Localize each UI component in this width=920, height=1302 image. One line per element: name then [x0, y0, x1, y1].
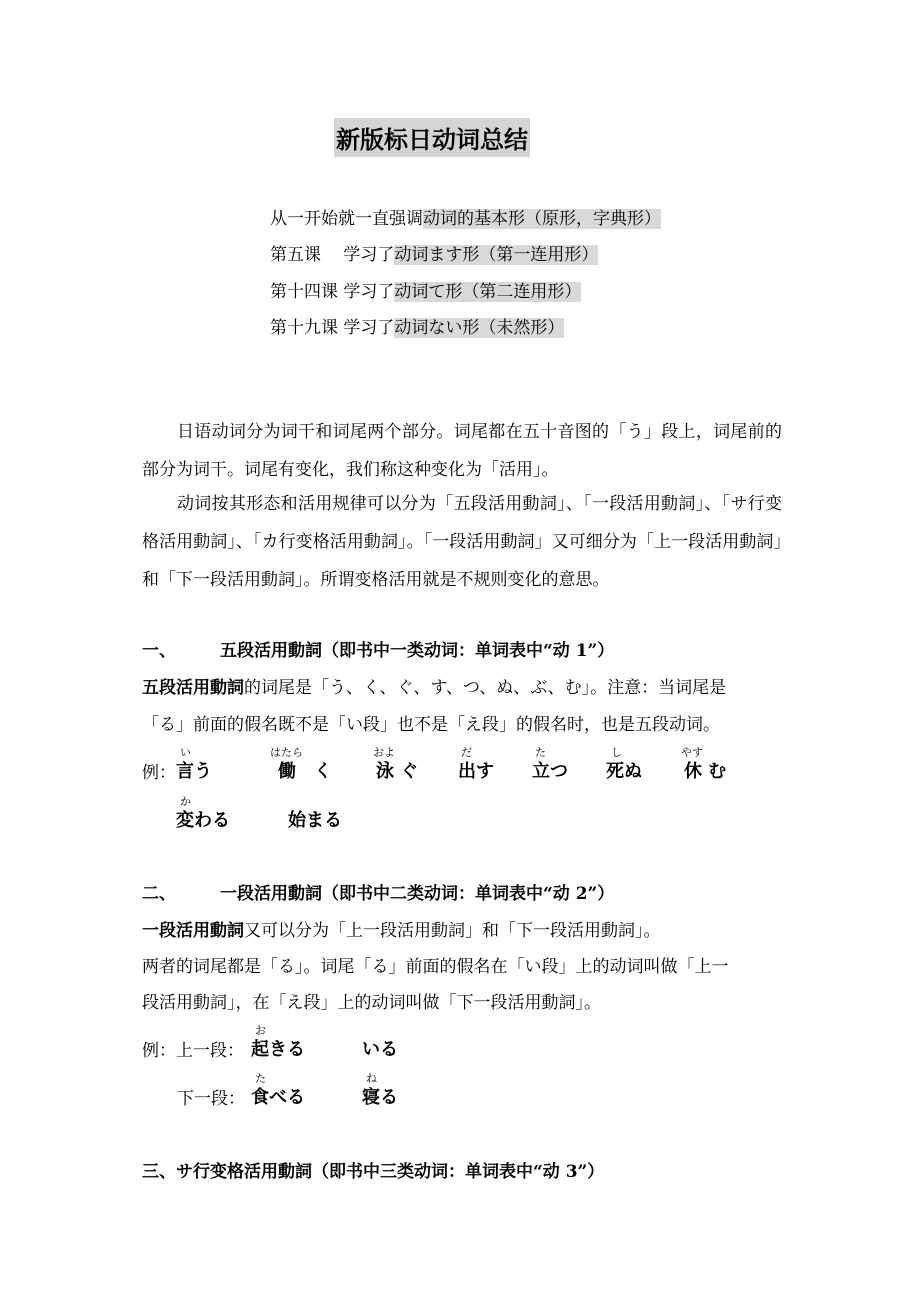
section-1-number: 一、 — [142, 641, 176, 661]
intro-line-1-highlight: 动词的基本形（原形，字典形） — [423, 209, 661, 229]
lower-example-1-ruby: た — [255, 1072, 266, 1085]
example-6-ruby: し — [611, 746, 622, 759]
example-6-word: 死ぬ — [606, 761, 642, 782]
intro-line-2-highlight: 动词ます形（第一连用形） — [394, 245, 599, 265]
section-3-name: サ行变格活用動詞 — [176, 1162, 312, 1182]
section-1-note: （即书中一类动词：单词表中“动 1”） — [322, 641, 615, 661]
section-2-number: 二、 — [142, 884, 176, 904]
section-2-name: 一段活用動詞 — [220, 884, 322, 904]
example-4-ruby: だ — [461, 746, 472, 759]
intro-line-1-prefix: 从一开始就一直强调 — [270, 209, 423, 229]
paragraph-verb-categories: 动词按其形态和活用规律可以分为「五段活用動詞」、「一段活用動詞」、「サ行变格活用動詞」、「カ行变格活用動詞」。「一段活用動詞」又可细分为「上一段活用動詞」和「下一段活用動詞」。所谓变格活用就是不规则变化的意思。 — [142, 494, 782, 590]
page-title: 新版标日动词总结 — [334, 118, 530, 157]
upper-example-1-ruby: お — [255, 1024, 266, 1037]
section-1-term: 五段活用動詞 — [142, 678, 244, 698]
example-4-word: 出す — [458, 761, 494, 782]
section-2-example-label: 例：上一段： — [142, 1041, 244, 1061]
section-2-note: （即书中二类动词：单词表中“动 2”） — [322, 884, 615, 904]
section-2-line-3: 段活用動詞」，在「え段」上的动词叫做「下一段活用動詞」。 — [142, 993, 601, 1013]
upper-example-2-word: いる — [362, 1039, 398, 1060]
section-1-heading — [142, 636, 614, 661]
lower-example-2-word: 寝る — [362, 1087, 398, 1108]
intro-line-4 — [270, 313, 564, 338]
lower-example-2-ruby: ね — [366, 1072, 377, 1085]
section-1-line-1 — [142, 673, 726, 698]
section-2-line-2: 两者的词尾都是「る」。词尾「る」前面的假名在「い段」上的动词叫做「上一 — [142, 957, 729, 977]
intro-line-2-prefix: 第五课 学习了 — [270, 245, 395, 265]
section-1-line-2: 「る」前面的假名既不是「い段」也不是「え段」的假名时，也是五段动词。 — [142, 715, 720, 735]
section-3-note: （即书中三类动词：单词表中“动 3”） — [312, 1162, 605, 1182]
intro-line-4-prefix: 第十九课 学习了 — [270, 318, 395, 338]
section-2-heading — [142, 879, 614, 904]
example-2-ruby: はたら — [270, 746, 303, 759]
intro-line-1 — [270, 204, 661, 229]
section-2-term: 一段活用動詞 — [142, 921, 244, 941]
section-3-heading — [142, 1157, 604, 1182]
intro-line-2 — [270, 240, 598, 265]
example-7-ruby: やす — [681, 746, 703, 759]
intro-line-3-highlight: 动词て形（第二连用形） — [394, 282, 582, 302]
example-3-ruby: およ — [373, 746, 395, 759]
example-2-word: 働 く — [278, 761, 332, 782]
intro-line-4-highlight: 动词ない形（未然形） — [394, 318, 565, 338]
example-5-ruby: た — [535, 746, 546, 759]
example-1-ruby: い — [180, 746, 191, 759]
section-1-line-1-text: 的词尾是「う、く、ぐ、す、つ、ぬ、ぶ、む」。注意：当词尾是 — [244, 678, 727, 698]
section-2-line-1-text: 又可以分为「上一段活用動詞」和「下一段活用動詞」。 — [244, 921, 661, 941]
lower-example-1-word: 食べる — [251, 1087, 305, 1108]
example-8-ruby: か — [180, 795, 191, 808]
example-7-word: 休 む — [684, 761, 727, 782]
section-2-lower-label: 下一段： — [177, 1089, 245, 1109]
section-1-example-label: 例： — [142, 763, 176, 783]
example-5-word: 立つ — [532, 761, 568, 782]
section-3-number: 三、 — [142, 1162, 176, 1182]
example-1-word: 言う — [176, 761, 212, 782]
example-9-word: 始まる — [288, 810, 342, 831]
example-3-word: 泳 ぐ — [376, 761, 419, 782]
intro-line-3-prefix: 第十四课 学习了 — [270, 282, 395, 302]
section-2-line-1 — [142, 916, 661, 941]
intro-line-3 — [270, 277, 581, 302]
example-8-word: 変わる — [176, 810, 230, 831]
paragraph-conjugation-intro: 日语动词分为词干和词尾两个部分。词尾都在五十音图的「う」段上，词尾前的部分为词干。词尾有变化，我们称这种变化为「活用」。 — [142, 422, 782, 480]
upper-example-1-word: 起きる — [251, 1039, 305, 1060]
section-1-name: 五段活用動詞 — [220, 641, 322, 661]
